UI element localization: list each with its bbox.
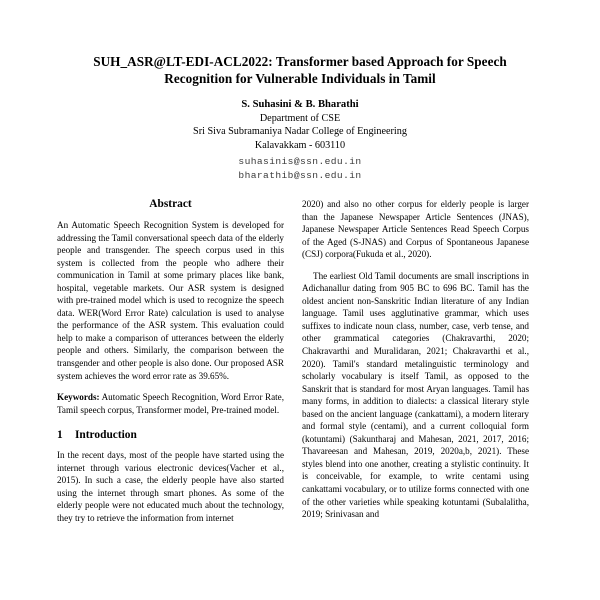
- email-author-1[interactable]: suhasinis@ssn.edu.in: [238, 156, 362, 167]
- author-emails: [57, 155, 543, 183]
- abstract-text: An Automatic Speech Recognition System is developed for addressing the Tamil conversational speech data of the elderly people and transgender. The speech corpus used in this system is collected from the people who adhere their communication in Tamil at some primary places like bank, hospital, vegetable markets. Our ASR system is designed with pre-trained model which is used to recognize the speech data. WER(Word Error Rate) calculation is used to analyse the performance of the ASR system. This evaluation could help to make a comparison of utterances between the elderly people and others. Similarly, the comparison between the transgender and other people is also done. Our proposed ASR system achieves the word error rate as 39.65%.: [57, 220, 284, 381]
- title-line-1: SUH_ASR@LT-EDI-ACL2022: Transformer based Approach for Speech: [93, 54, 507, 69]
- affiliation-department: Department of CSE: [259, 112, 341, 124]
- keywords-paragraph: [57, 391, 284, 416]
- keywords-text: Automatic Speech Recognition, Word Error Rate, Tamil speech corpus, Transformer model, Pre-trained model.: [57, 392, 285, 415]
- section-title: Introduction: [75, 429, 137, 442]
- section-number: 1: [57, 429, 63, 442]
- title-line-2: Recognition for Vulnerable Individuals in Tamil: [164, 71, 436, 86]
- author-names: S. Suhasini & B. Bharathi: [241, 99, 359, 110]
- abstract-heading: Abstract: [149, 198, 192, 210]
- affiliation-institution: Sri Siva Subramaniya Nadar College of Engineering: [193, 126, 407, 137]
- right-column: [302, 198, 529, 524]
- keywords-label: Keywords:: [57, 392, 100, 403]
- page-title: [57, 0, 543, 87]
- right-column-paragraph-1: 2020) and also no other corpus for elderly people is larger than the Japanese Newspaper Article Sentences (JNAS), Japanese Newspaper Article Sentences Read Speech Corpus of the Aged (S-JNAS) and Corpus of Spontaneous Japanese (CSJ) corpora(Fukuda et al., 2020).: [302, 199, 529, 260]
- introduction-paragraph-1: In the recent days, most of the people have started using the internet through various electronic devices(Vacher et al., 2015). In such a case, the elderly people have also started using the internet through smart phones. As some of the elderly people were not educated much about the technology, they try to retrieve the information from internet: [57, 450, 284, 523]
- email-author-2[interactable]: bharathib@ssn.edu.in: [238, 170, 362, 181]
- affiliation-address: Kalavakkam - 603110: [254, 139, 346, 151]
- section-heading-introduction: [57, 429, 284, 441]
- two-column-body: [57, 198, 543, 524]
- right-column-paragraph-2: The earliest Old Tamil documents are small inscriptions in Adichanallur dating from 905 BC to 696 BC. Tamil has the oldest ancient non-Sanskritic Indian literature of any Indian language. Tamil uses agglutinative grammar, which uses suffixes to indicate noun class, number, case, verb tense, and other grammatical categories (Chakravarthi, 2020; Chakravarthi and Muralidaran, 2021; Chakravarthi et al., 2020). Tamil's standard metalinguistic terminology and scholarly vocabulary is itself Tamil, as opposed to the Sanskrit that is standard for most Aryan languages. Tamil has many forms, in addition to dialects: a classical literary style based on the ancient language (cankattami), a modern literary and formal style (centami), and a current colloquial form (kotuntami) (Sakuntharaj and Mahesan, 2021, 2017, 2016; Thavareesan and Mahesan, 2019, 2020a,b, 2021). These styles blend into one another, creating a stylistic continuity. It is conceivable, for example, to write centami using cankattami vocabulary, or to utilize forms connected with one of the other varieties while speaking kotuntami (Subalalitha, 2019; Srinivasan and: [302, 270, 529, 520]
- left-column: [57, 198, 284, 524]
